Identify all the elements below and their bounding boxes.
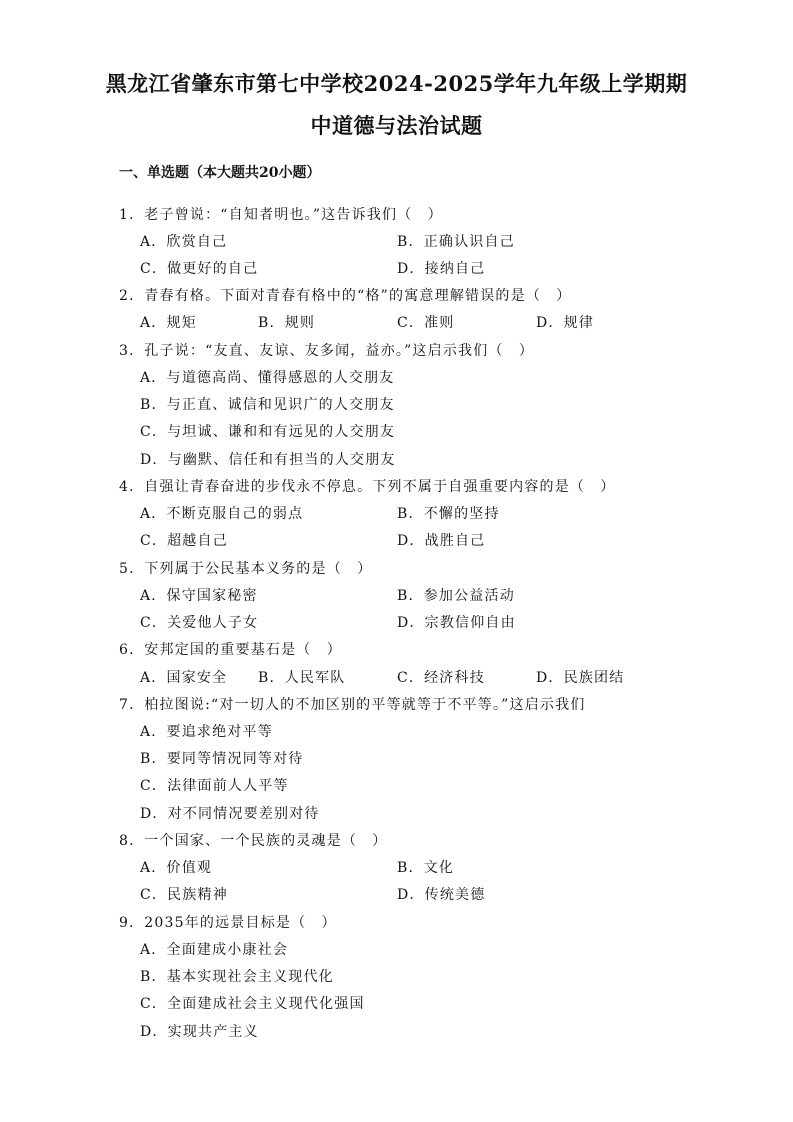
question-1-option-a: A．欣赏自己 — [140, 234, 228, 250]
question-2-option-c: C．准则 — [397, 315, 455, 331]
question-6-stem: 6．安邦定国的重要基石是（ ） — [119, 642, 342, 658]
question-9-option-b: B．基本实现社会主义现代化 — [140, 969, 334, 985]
question-7-option-b: B．要同等情况同等对待 — [140, 751, 304, 767]
question-5-option-b: B．参加公益活动 — [397, 588, 515, 604]
question-2-option-b: B．规则 — [258, 315, 316, 331]
question-1-option-c: C．做更好的自己 — [140, 261, 259, 277]
question-5-option-d: D．宗教信仰自由 — [397, 615, 516, 631]
question-4-stem: 4．自强让青春奋进的步伐永不停息。下列不属于自强重要内容的是（ ） — [119, 479, 616, 495]
question-7-stem: 7．柏拉图说:“对一切人的不加区别的平等就等于不平等。”这启示我们 — [119, 697, 586, 713]
question-3-stem: 3．孔子说：“友直、友谅、友多闻，益亦。”这启示我们（ ） — [119, 343, 535, 359]
question-9-option-d: D．实现共产主义 — [140, 1024, 259, 1040]
question-8-option-c: C．民族精神 — [140, 887, 228, 903]
question-3-option-b: B．与正直、诚信和见识广的人交朋友 — [140, 397, 395, 413]
question-3-option-a: A．与道德高尚、懂得感恩的人交朋友 — [140, 370, 395, 386]
question-2-option-a: A．规矩 — [140, 315, 197, 331]
question-5-stem: 5．下列属于公民基本义务的是（ ） — [119, 561, 373, 577]
section-header: 一、单选题（本大题共20小题） — [119, 165, 321, 181]
question-8-option-a: A．价值观 — [140, 860, 213, 876]
question-4-option-d: D．战胜自己 — [397, 533, 486, 549]
question-6-option-c: C．经济科技 — [397, 670, 485, 686]
exam-title-line-2: 中道德与法治试题 — [310, 113, 483, 138]
question-1-option-d: D．接纳自己 — [397, 261, 486, 277]
question-9-option-c: C．全面建成社会主义现代化强国 — [140, 996, 365, 1012]
exam-title-line-1: 黑龙江省肇东市第七中学校2024-2025学年九年级上学期期 — [105, 71, 688, 96]
question-7-option-c: C．法律面前人人平等 — [140, 778, 289, 794]
question-7-option-a: A．要追求绝对平等 — [140, 724, 273, 740]
question-2-stem: 2．青春有格。下面对青春有格中的“格”的寓意理解错误的是（ ） — [119, 288, 572, 304]
question-3-option-c: C．与坦诚、谦和和有远见的人交朋友 — [140, 424, 396, 440]
question-4-option-b: B．不懈的坚持 — [397, 506, 500, 522]
question-5-option-c: C．关爱他人子女 — [140, 615, 259, 631]
question-4-option-c: C．超越自己 — [140, 533, 228, 549]
question-9-option-a: A．全面建成小康社会 — [140, 942, 289, 958]
question-3-option-d: D．与幽默、信任和有担当的人交朋友 — [140, 452, 396, 468]
question-4-option-a: A．不断克服自己的弱点 — [140, 506, 304, 522]
question-9-stem: 9．2035年的远景目标是（ ） — [119, 915, 337, 931]
question-5-option-a: A．保守国家秘密 — [140, 588, 258, 604]
question-8-stem: 8．一个国家、一个民族的灵魂是（ ） — [119, 833, 388, 849]
question-8-option-d: D．传统美德 — [397, 887, 486, 903]
question-7-option-d: D．对不同情况要差别对待 — [140, 806, 320, 822]
question-8-option-b: B．文化 — [397, 860, 455, 876]
question-6-option-d: D．民族团结 — [536, 670, 625, 686]
question-1-option-b: B．正确认识自己 — [397, 234, 515, 250]
question-2-option-d: D．规律 — [536, 315, 595, 331]
question-1-stem: 1．老子曾说：“自知者明也。”这告诉我们（ ） — [119, 207, 443, 223]
question-6-option-a: A．国家安全 — [140, 670, 228, 686]
question-6-option-b: B．人民军队 — [258, 670, 346, 686]
